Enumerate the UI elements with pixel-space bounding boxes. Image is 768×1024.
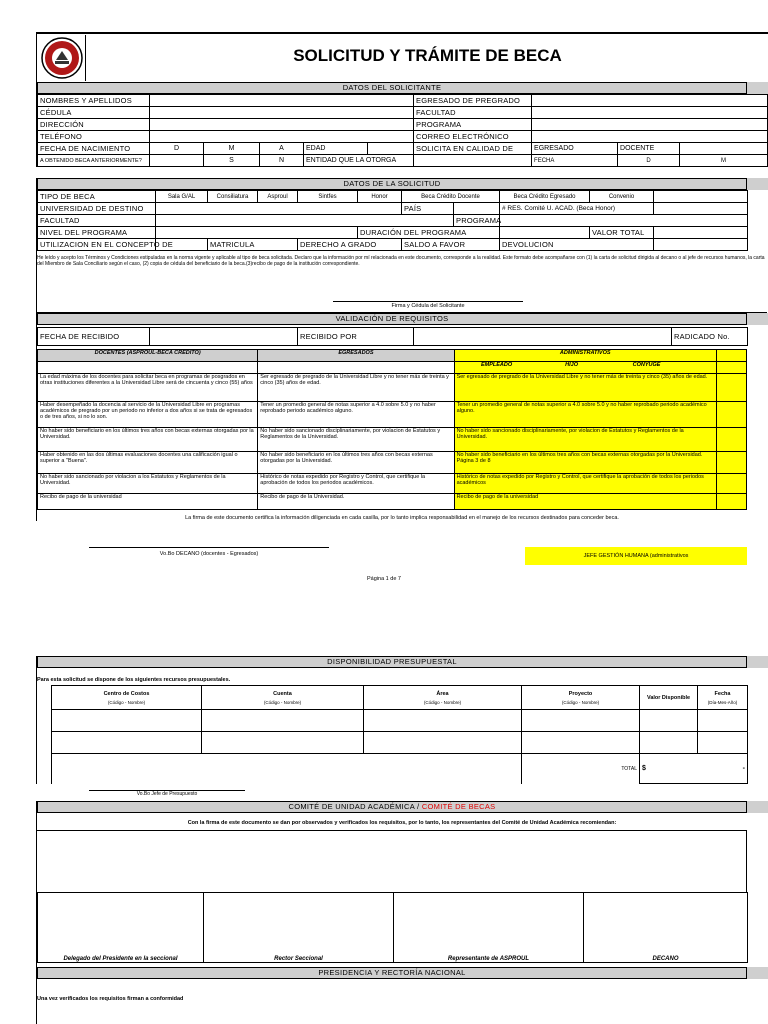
option-devolucion[interactable]: DEVOLUCION (500, 239, 654, 251)
label-fecha-d: D (618, 155, 680, 167)
input-facultad-solicitud[interactable] (156, 215, 454, 227)
label-fecha-nacimiento: FECHA DE NACIMIENTO (38, 143, 150, 155)
label-utilizacion: UTILIZACION EN EL CONCEPTO DE (38, 239, 156, 251)
label-pais: PAÍS (402, 203, 454, 215)
col-egresados: EGRESADOS (258, 350, 454, 362)
input-programa-solicitud[interactable] (500, 215, 748, 227)
input-tipo-extra[interactable] (654, 191, 748, 203)
logo (38, 35, 86, 81)
validacion-section (36, 313, 766, 559)
admin-req: Recibo de pago de la universidad (454, 494, 716, 510)
label-duracion: DURACIÓN DEL PROGRAMA (358, 227, 500, 239)
presupuesto-section (36, 656, 766, 797)
input-pais[interactable] (454, 203, 500, 215)
check-cell[interactable] (716, 428, 746, 452)
check-cell[interactable] (716, 374, 746, 402)
docente-req: La edad máxima de los docentes para solicitar beca en programas de posgrados en otras instituciones diferentes a la Universidad Libre será de cincuenta y cinco (55) años (38, 374, 258, 402)
label-anio: A (260, 143, 304, 155)
option-convenio[interactable]: Convenio (590, 191, 654, 203)
input-correo[interactable] (532, 131, 768, 143)
option-matricula[interactable]: MATRICULA (208, 239, 298, 251)
input-universidad-destino[interactable] (156, 203, 402, 215)
firma-solicitante: Firma y Cédula del Solicitante (391, 303, 465, 309)
firma-rector: Rector Seccional (204, 893, 394, 963)
band-presidencia: PRESIDENCIA Y RECTORÍA NACIONAL (37, 967, 747, 979)
egresado-req: Histórico de notas expedido por Registro y Control, que certifique la aprobación de todos los periodos académicos. (258, 474, 454, 494)
firma-delegado: Delegado del Presidente en la seccional (38, 893, 204, 963)
label-valor-total: VALOR TOTAL (590, 227, 654, 239)
cell[interactable] (522, 710, 640, 732)
cell[interactable] (52, 732, 202, 754)
label-facultad-solicitud: FACULTAD (38, 215, 156, 227)
input-direccion[interactable] (150, 119, 414, 131)
th-title: Centro de Costos (103, 690, 150, 697)
option-credito-egresado[interactable]: Beca Crédito Egresado (500, 191, 590, 203)
firma-nota: La firma de este documento certifica la información diligenciada en cada casilla, por lo tanto implica responsabilidad en el manejo de los recursos destinados para conceder beca. (185, 515, 619, 521)
input-calidad[interactable] (680, 143, 768, 155)
input-valor-total[interactable] (654, 227, 748, 239)
th-title: Área (436, 690, 449, 697)
band-presupuesto: DISPONIBILIDAD PRESUPUESTAL (37, 656, 747, 668)
admin-req: Histórico de notas expedido por Registro y Control, que certifique la aprobación de todos los periodos académicos (454, 474, 716, 494)
label-total: TOTAL (522, 754, 640, 784)
spacer (38, 362, 258, 374)
page-title: SOLICITUD Y TRÁMITE DE BECA (293, 46, 562, 65)
input-entidad[interactable] (414, 155, 532, 167)
th-valor: Valor Disponible (640, 686, 698, 710)
label-programa: PROGRAMA (414, 119, 532, 131)
comite-becas-title: COMITÉ DE BECAS (421, 802, 496, 811)
th-centro-costos (52, 686, 202, 710)
option-si[interactable]: S (204, 155, 260, 167)
egresado-req: Recibo de pago de la Universidad. (258, 494, 454, 510)
label-radicado: RADICADO No. (672, 328, 748, 346)
option-docente[interactable]: DOCENTE (618, 143, 680, 155)
input-fecha-recibido[interactable] (150, 328, 298, 346)
declaracion-block (37, 251, 767, 313)
cell[interactable] (52, 710, 202, 732)
th-sub: (Código - Nombre) (423, 699, 462, 705)
egresado-req: No haber sido beneficiario en los últimos tres años con becas externas otorgadas por la Universidad. (258, 452, 454, 474)
col-docentes: DOCENTES (ASPROUL-BECA CRÉDITO) (38, 350, 258, 362)
admin-req: No haber sido sancionado disciplinariamente, por violacion de Estatutos y Reglamentos de la Universidad. (454, 428, 716, 452)
label-fecha-m: M (680, 155, 768, 167)
label-obtenido-beca: A OBTENIDO BECA ANTERIORMENTE? (38, 155, 150, 167)
band-comite (37, 801, 747, 813)
presupuesto-intro: Para esta solicitud se dispone de los siguientes recursos presupuestales. (37, 677, 231, 683)
check-cell[interactable] (716, 452, 746, 474)
firma-asproul: Representante de ASPROUL (394, 893, 584, 963)
comite-box (37, 830, 747, 892)
label-fecha-recibido: FECHA DE RECIBIDO (38, 328, 150, 346)
col-administrativos: ADMINISTRATIVOS (454, 350, 716, 362)
page-number: Página 1 de 7 (367, 576, 401, 582)
egresado-req: Tener un promedio general de notas superior a 4.0 sobre 5.0 y no haber reprobado periodo académico alguno. (258, 402, 454, 428)
comite-title: COMITÉ DE UNIDAD ACADÉMICA / (288, 802, 420, 811)
label-mes: M (204, 143, 260, 155)
check-cell[interactable] (716, 362, 746, 374)
total-value (640, 754, 748, 784)
th-proyecto (522, 686, 640, 710)
docente-req: Haber desempeñado la docencia al servicio de la Universidad Libre en programas académicos de pregrado por un periodo no inferior a dos años si se trata de egresados o de tres años, si no lo son. (38, 402, 258, 428)
band-datos-solicitud: DATOS DE LA SOLICITUD (37, 178, 747, 190)
input-egresado-pregrado[interactable] (532, 95, 768, 107)
label-empleado: EMPLEADO (480, 362, 513, 368)
th-sub: (Código - Nombre) (263, 699, 302, 705)
cell[interactable] (698, 732, 748, 754)
presidencia-section (36, 967, 766, 1024)
input-duracion[interactable] (500, 227, 590, 239)
input-res-comite[interactable] (654, 203, 748, 215)
input-facultad[interactable] (532, 107, 768, 119)
input-telefono[interactable] (150, 131, 414, 143)
option-consiliatura[interactable]: Consiliatura (208, 191, 258, 203)
comite-text: Con la firma de este documento se dan por observados y verificados los requisitos, por lo tanto, los representantes del Comité de Unidad Académica recomiendan: (187, 820, 617, 826)
vobo-decano: Vo.Bo DECANO (docentes - Egresados) (159, 551, 259, 557)
docente-req: Haber obtenido en las dos últimas evaluaciones docentes una calificación igual o superior a "Buena". (38, 452, 258, 474)
input-nombres[interactable] (150, 95, 414, 107)
label-cedula: CÉDULA (38, 107, 150, 119)
label-edad: EDAD (304, 143, 368, 155)
th-title: Fecha (714, 690, 731, 697)
cell[interactable] (202, 710, 364, 732)
label-correo: CORREO ELECTRÓNICO (414, 131, 532, 143)
vobo-line (89, 547, 329, 548)
cell[interactable] (640, 710, 698, 732)
option-derecho-grado[interactable]: DERECHO A GRADO (298, 239, 402, 251)
datos-solicitud-section (36, 178, 766, 313)
check-cell[interactable] (716, 350, 746, 362)
jefe-gestion-humana: JEFE GESTIÓN HUMANA (administrativos (525, 547, 747, 565)
datos-solicitante-section (36, 82, 766, 167)
signature-line (333, 301, 523, 302)
label-nombres: NOMBRES Y APELLIDOS (38, 95, 150, 107)
check-cell[interactable] (716, 474, 746, 494)
th-sub: (Código - Nombre) (561, 699, 600, 705)
option-sintfes[interactable]: Sintfes (298, 191, 358, 203)
label-recibido-por: RECIBIDO POR (298, 328, 414, 346)
input-edad[interactable] (368, 143, 414, 155)
check-cell[interactable] (716, 402, 746, 428)
band-validacion: VALIDACIÓN DE REQUISITOS (37, 313, 747, 325)
label-hijo: HIJO (565, 362, 578, 368)
option-credito-docente[interactable]: Beca Crédito Docente (402, 191, 500, 203)
label-dia: D (150, 143, 204, 155)
docente-req: Recibo de pago de la universidad (38, 494, 258, 510)
cell[interactable] (698, 710, 748, 732)
input-devolucion[interactable] (654, 239, 748, 251)
label-facultad: FACULTAD (414, 107, 532, 119)
label-egresado-pregrado: EGRESADO DE PREGRADO (414, 95, 532, 107)
spacer (52, 754, 522, 784)
band-datos-solicitante: DATOS DEL SOLICITANTE (37, 82, 747, 94)
total-amount: - (742, 765, 745, 772)
option-egresado[interactable]: EGRESADO (532, 143, 618, 155)
option-sala-gal[interactable]: Sala G/AL (156, 191, 208, 203)
docente-req: No haber sido beneficiario en los últimos tres años con becas externas otorgadas por la Universidad. (38, 428, 258, 452)
option-saldo-favor[interactable]: SALDO A FAVOR (402, 239, 500, 251)
declaracion-text: He leído y acepto los Términos y Condiciones estipuladas en la norma vigente y aplicable al tipo de beca solicitada. Declaro que la información por mí relacionada en este documento, corresponde a la realidad. Este formato debe acompañarse con (1) la carta de solicitud dirigida al decano o al jefe de recursos humanos, la carta del Miembro de Sala Conciliario según el caso, (2) copia de cédula del beneficiario de la beca.(3)recibo de pago de la institución correspondiente. (37, 255, 765, 267)
presidencia-text: Una vez verificados los requisitos firman a conformidad (37, 996, 184, 1002)
cell[interactable] (202, 732, 364, 754)
label-conyuge: CONYUGE (632, 362, 661, 368)
th-area (364, 686, 522, 710)
admin-req: Tener un promedio general de notas superior a 4.0 sobre 5.0 y no haber reprobado periodo académico alguno. (454, 402, 716, 428)
input-programa[interactable] (532, 119, 768, 131)
label-solicita-calidad: SOLICITA EN CALIDAD DE (414, 143, 532, 155)
th-title: Cuenta (273, 690, 292, 697)
th-cuenta (202, 686, 364, 710)
label-res-comite: # RES. Comité U. ACAD. (Beca Honor) (500, 203, 654, 215)
cell[interactable] (522, 732, 640, 754)
spacer (258, 362, 454, 374)
option-no[interactable]: N (260, 155, 304, 167)
admin-subheaders (454, 362, 716, 374)
cell[interactable] (364, 732, 522, 754)
vobo-presupuesto: Vo.Bo Jefe de Presupuesto (136, 791, 198, 797)
header (36, 32, 768, 82)
label-fecha-beca: FECHA (532, 155, 618, 167)
th-sub: (Código - Nombre) (107, 699, 146, 705)
input-recibido-por[interactable] (414, 328, 672, 346)
comite-section (36, 801, 766, 971)
admin-req: No haber sido beneficiario en los últimos tres años con becas externas otorgadas por la Universidad. Página 3 de 8 (454, 452, 716, 474)
th-sub: (Día-Mes-Año) (707, 699, 738, 705)
label-nivel: NIVEL DEL PROGRAMA (38, 227, 156, 239)
label-programa-solicitud: PROGRAMA (454, 215, 500, 227)
currency: $ (642, 765, 646, 772)
label-telefono: TELÉFONO (38, 131, 150, 143)
egresado-req: No haber sido sancionado disciplinariamente, por violacion de Estatutos y Reglamentos de la Universidad. (258, 428, 454, 452)
check-cell[interactable] (716, 494, 746, 510)
input-obtenido-blank[interactable] (150, 155, 204, 167)
option-honor[interactable]: Honor (358, 191, 402, 203)
input-cedula[interactable] (150, 107, 414, 119)
label-universidad-destino: UNIVERSIDAD DE DESTINO (38, 203, 156, 215)
option-asproul[interactable]: Asproul (258, 191, 298, 203)
label-entidad: ENTIDAD QUE LA OTORGA (304, 155, 414, 167)
docente-req: No haber sido sancionado por violacion a los Estatutos y Reglamentos de la Universidad. (38, 474, 258, 494)
th-fecha (698, 686, 748, 710)
firma-decano: DECANO (584, 893, 748, 963)
label-tipo-beca: TIPO DE BECA (38, 191, 156, 203)
admin-req: Ser egresado de pregrado de la Universidad Libre y no tener más de treinta y cinco (35) años de edad. (454, 374, 716, 402)
egresado-req: Ser egresado de pregrado de la Universidad Libre y no tener más de treinta y cinco (35) años de edad. (258, 374, 454, 402)
th-title: Proyecto (568, 690, 593, 697)
input-nivel[interactable] (156, 227, 358, 239)
cell[interactable] (364, 710, 522, 732)
label-direccion: DIRECCIÓN (38, 119, 150, 131)
cell[interactable] (640, 732, 698, 754)
